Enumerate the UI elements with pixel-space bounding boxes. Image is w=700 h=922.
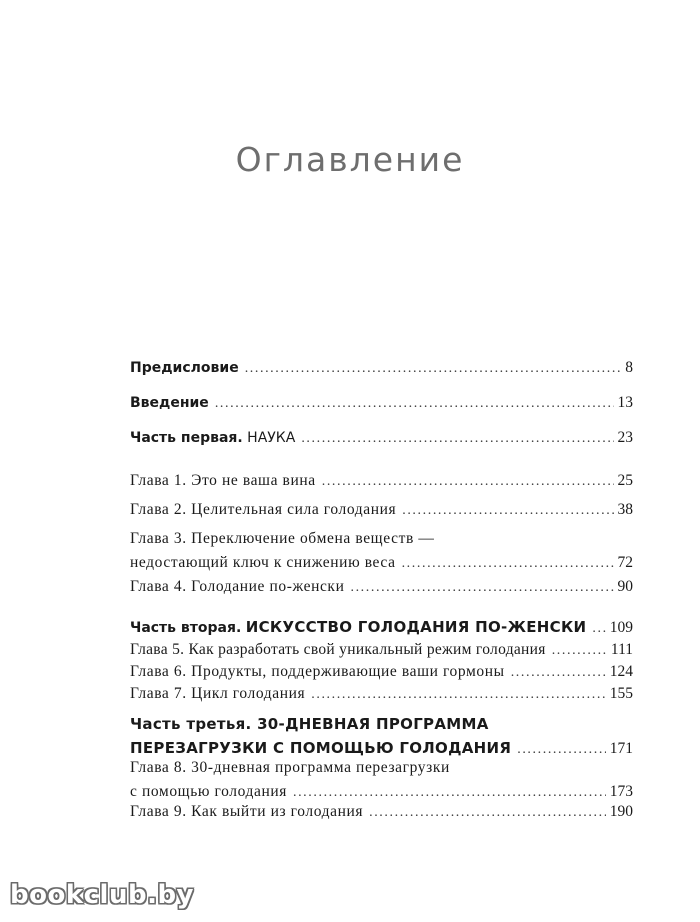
part-name: ИСКУССТВО ГОЛОДАНИЯ ПО-ЖЕНСКИ	[245, 618, 587, 636]
toc-entry-chapter-7[interactable]	[130, 682, 633, 706]
toc-label	[130, 615, 586, 640]
toc-leader	[301, 427, 613, 451]
toc-label: Глава 4. Голодание по-женски	[130, 578, 345, 595]
toc-entry-part-1[interactable]	[130, 426, 633, 450]
toc-leader	[245, 357, 622, 381]
toc-leader	[402, 499, 613, 523]
toc-entry-chapter-2[interactable]	[130, 498, 633, 522]
toc-label-line-2: ПЕРЕЗАГРУЗКИ С ПОМОЩЬЮ ГОЛОДАНИЯ	[130, 739, 512, 757]
toc-page-number: 190	[609, 803, 633, 820]
toc-label: Глава 7. Цикл голодания	[130, 685, 306, 702]
toc-label: Предисловие	[130, 360, 239, 376]
toc-page-number: 155	[609, 685, 633, 702]
toc-page-number: 23	[617, 429, 633, 446]
toc-label: Введение	[130, 395, 209, 411]
toc-entry-chapter-1[interactable]	[130, 469, 633, 493]
toc-page-number: 109	[609, 619, 633, 636]
toc-entry-chapter-5[interactable]	[130, 638, 633, 662]
toc-leader	[402, 552, 614, 576]
toc-page-number: 90	[617, 578, 633, 595]
toc-page-number: 171	[609, 740, 633, 757]
toc-entry-chapter-4[interactable]	[130, 575, 633, 599]
toc-label-line-1: Часть третья. 30-ДНЕВНАЯ ПРОГРАММА	[130, 715, 489, 733]
toc-label: Глава 5. Как разработать свой уникальный режим голодания	[130, 641, 546, 658]
toc-label: Глава 9. Как выйти из голодания	[130, 803, 364, 820]
toc-label: Глава 1. Это не ваша вина	[130, 472, 316, 489]
toc-leader	[322, 470, 614, 494]
toc-leader	[369, 801, 606, 825]
toc-page-number: 13	[617, 394, 633, 411]
part-prefix: Часть вторая.	[130, 620, 242, 636]
toc-page-number: 111	[610, 641, 633, 658]
toc-label	[130, 426, 295, 450]
toc-page-number: 8	[625, 359, 633, 376]
toc-label-line-2: недостающий ключ к снижению веса	[130, 554, 396, 571]
toc-label-line-1: Глава 3. Переключение обмена веществ —	[130, 530, 435, 547]
toc-entry-part-3[interactable]	[130, 712, 633, 760]
toc-page-number: 25	[617, 472, 633, 489]
toc-entry-chapter-9[interactable]	[130, 800, 633, 824]
toc-entry-preface[interactable]	[130, 356, 633, 380]
toc-page-number: 72	[617, 554, 633, 571]
part-name: НАУКА	[247, 430, 296, 446]
toc-page-number: 124	[609, 663, 633, 680]
toc-page-number: 173	[609, 783, 633, 800]
toc-entry-chapter-6[interactable]	[130, 660, 633, 684]
page-title: Оглавление	[235, 140, 465, 179]
toc-entry-intro[interactable]	[130, 391, 633, 415]
toc-entry-chapter-3[interactable]	[130, 527, 633, 575]
toc-label: Глава 2. Целительная сила голодания	[130, 501, 397, 518]
toc-entry-chapter-8[interactable]	[130, 756, 633, 804]
toc-page-number: 38	[617, 501, 633, 518]
toc-entry-part-2[interactable]	[130, 615, 633, 639]
toc-leader	[215, 392, 614, 416]
toc-label: Глава 6. Продукты, поддерживающие ваши гормоны	[130, 663, 505, 680]
toc-label-line-1: Глава 8. 30-дневная программа перезагрузки	[130, 759, 450, 776]
toc-leader	[311, 683, 606, 707]
part-prefix: Часть первая.	[130, 430, 243, 446]
watermark: bookclub.by	[10, 880, 195, 910]
toc-label-line-2: с помощью голодания	[130, 783, 287, 800]
toc-leader	[350, 576, 613, 600]
